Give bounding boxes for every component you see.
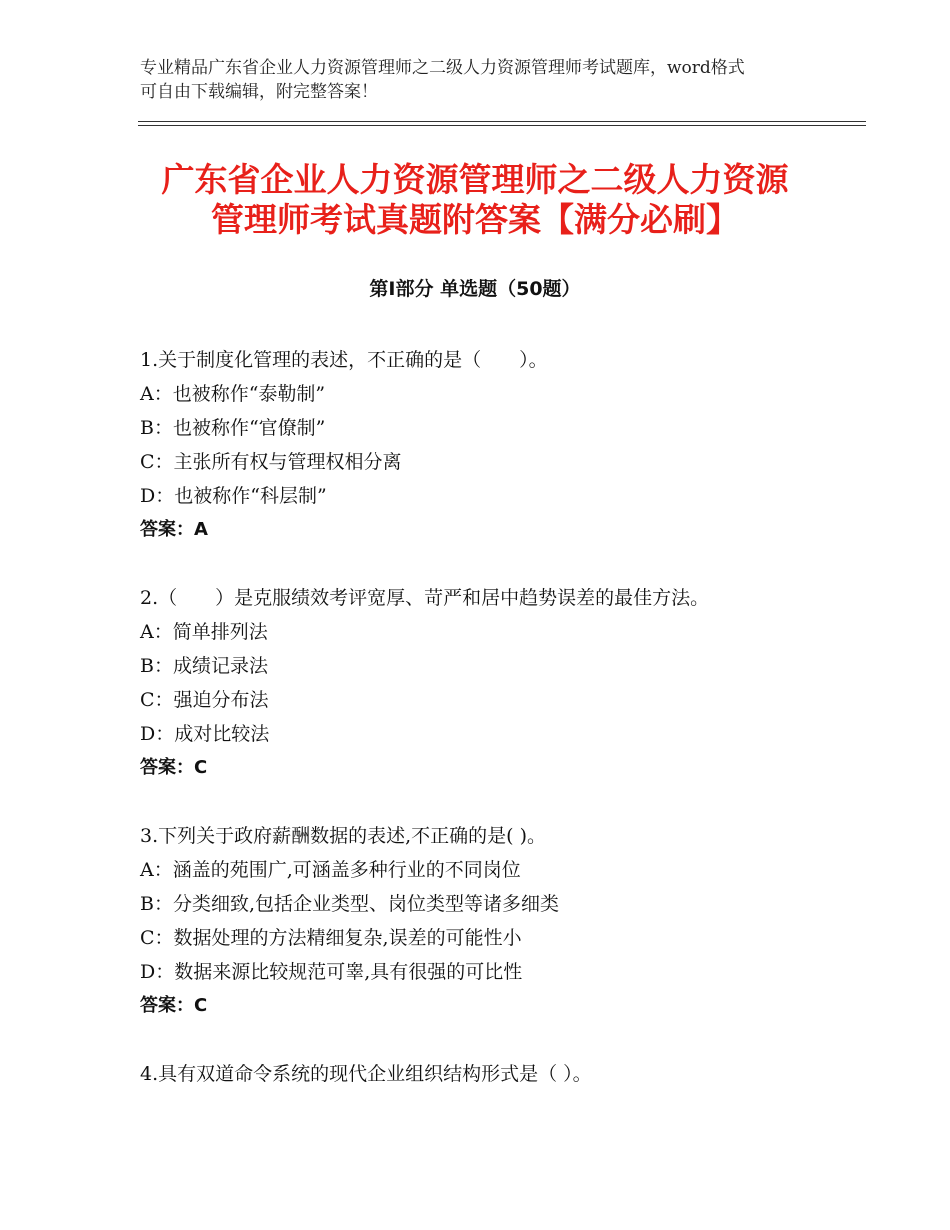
option-a: A：简单排列法 (140, 621, 268, 643)
option-d: D：也被称作“科层制” (140, 485, 327, 507)
question-stem: 1.关于制度化管理的表述，不正确的是（ ）。 (140, 349, 548, 371)
question-2 (140, 581, 840, 785)
option-b: B：成绩记录法 (140, 655, 268, 677)
question-stem: 3.下列关于政府薪酬数据的表述,不正确的是( )。 (140, 825, 547, 847)
option-a: A：也被称作“泰勒制” (140, 383, 326, 405)
question-list (140, 343, 840, 1125)
document-title-line-2: 管理师考试真题附答案【满分必刷】 (211, 200, 739, 239)
option-b: B：也被称作“官僚制” (140, 417, 326, 439)
question-stem: 4.具有双道命令系统的现代企业组织结构形式是（ ）。 (140, 1063, 592, 1085)
option-b: B：分类细致,包括企业类型、岗位类型等诸多细类 (140, 893, 560, 915)
question-4 (140, 1057, 840, 1091)
question-stem: 2.（ ）是克服绩效考评宽厚、苛严和居中趋势误差的最佳方法。 (140, 587, 710, 609)
section-title: 第Ⅰ部分 单选题（50题） (369, 278, 581, 300)
option-c: C：数据处理的方法精细复杂,误差的可能性小 (140, 927, 522, 949)
option-c: C：主张所有权与管理权相分离 (140, 451, 402, 473)
answer: 答案：C (140, 995, 208, 1016)
answer: 答案：A (140, 519, 208, 540)
option-d: D：成对比较法 (140, 723, 270, 745)
document-title-line-1: 广东省企业人力资源管理师之二级人力资源 (161, 160, 789, 199)
question-3 (140, 819, 840, 1023)
option-a: A：涵盖的苑围广,可涵盖多种行业的不同岗位 (140, 859, 521, 881)
header-note-line-1: 专业精品广东省企业人力资源管理师之二级人力资源管理师考试题库，word格式 (140, 58, 745, 78)
question-1 (140, 343, 840, 547)
header-note (140, 56, 820, 104)
header-divider-thin (138, 125, 866, 126)
header-divider (138, 121, 866, 122)
option-d: D：数据来源比较规范可睾,具有很强的可比性 (140, 961, 523, 983)
answer: 答案：C (140, 757, 208, 778)
document-title (100, 160, 850, 240)
option-c: C：强迫分布法 (140, 689, 269, 711)
header-note-line-2: 可自由下载编辑，附完整答案！ (140, 82, 378, 102)
